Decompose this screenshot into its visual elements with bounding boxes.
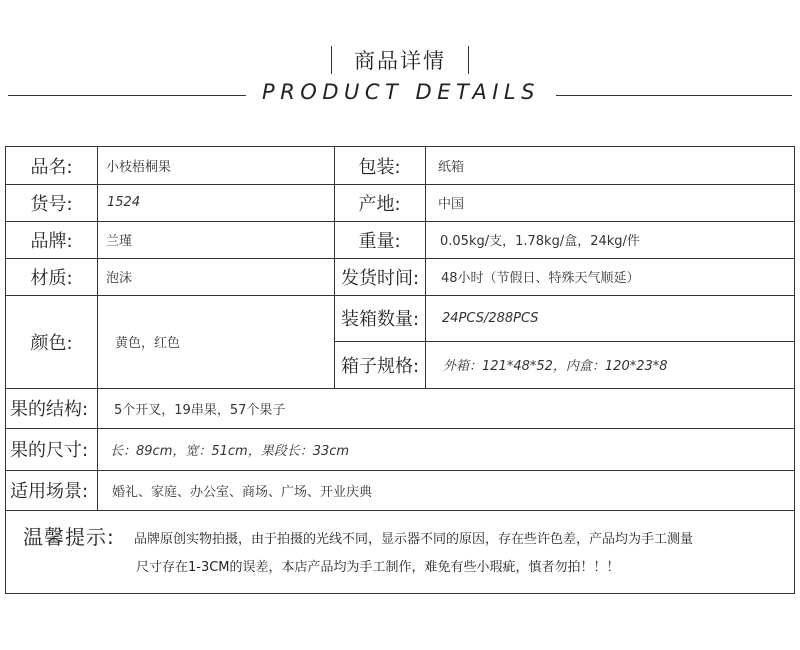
- page-subtitle: PRODUCT DETAILS: [262, 80, 540, 104]
- box-value: 外箱：121*48*52，内盒：120*23*8: [443, 359, 668, 374]
- column-divider: [97, 388, 98, 510]
- name-value: 小枝梧桐果: [106, 160, 172, 175]
- usage-label: 适用场景:: [10, 481, 89, 502]
- usage-value: 婚礼、家庭、办公室、商场、广场、开业庆典: [112, 484, 373, 500]
- structure-label: 果的结构:: [10, 399, 89, 420]
- sku-label: 货号:: [30, 193, 73, 215]
- row-divider: [6, 510, 794, 511]
- spec-table: [5, 146, 795, 594]
- subtitle-rule-right: [556, 95, 792, 96]
- weight-value: 0.05kg/支，1.78kg/盒，24kg/件: [440, 234, 640, 249]
- brand-label: 品牌:: [30, 230, 73, 252]
- qty-value: 24PCS/288PCS: [442, 310, 539, 326]
- pack-label: 包装:: [358, 156, 401, 178]
- material-value: 泡沫: [106, 271, 133, 286]
- ship-value: 48小时（节假日、特殊天气顺延）: [441, 271, 640, 286]
- structure-value: 5个开叉，19串果，57个果子: [114, 402, 286, 418]
- notice-line-2: 尺寸存在1-3CM的误差，本店产品均为手工制作，难免有些小瑕疵，慎者勿拍！！！: [136, 560, 620, 575]
- weight-label: 重量:: [358, 230, 401, 252]
- page-title: 商品详情: [354, 49, 446, 73]
- column-divider: [425, 147, 426, 388]
- subtitle-block: [0, 80, 800, 114]
- size-value: 长：89cm，宽：51cm，果段长：33cm: [110, 443, 350, 459]
- title-block: [0, 44, 800, 76]
- qty-label: 装箱数量:: [340, 309, 420, 330]
- column-divider: [97, 147, 98, 388]
- box-label: 箱子规格:: [340, 355, 420, 377]
- title-divider-right: [468, 46, 469, 74]
- origin-value: 中国: [438, 197, 465, 212]
- sku-value: 1524: [107, 195, 141, 210]
- subtitle-rule-left: [8, 95, 246, 96]
- material-label: 材质:: [30, 267, 73, 289]
- title-divider-left: [331, 46, 332, 74]
- pack-value: 纸箱: [438, 160, 465, 175]
- ship-label: 发货时间:: [340, 267, 420, 289]
- notice-line-1: 品牌原创实物拍摄，由于拍摄的光线不同，显示器不同的原因，存在些许色差，产品均为手工测量: [134, 532, 694, 547]
- brand-value: 兰瑾: [106, 234, 133, 249]
- notice-label: 温馨提示:: [23, 525, 115, 549]
- name-label: 品名:: [30, 156, 73, 178]
- color-value: 黄色，红色: [115, 336, 181, 351]
- origin-label: 产地:: [358, 193, 401, 215]
- color-label: 颜色:: [30, 332, 73, 354]
- size-label: 果的尺寸:: [10, 440, 89, 461]
